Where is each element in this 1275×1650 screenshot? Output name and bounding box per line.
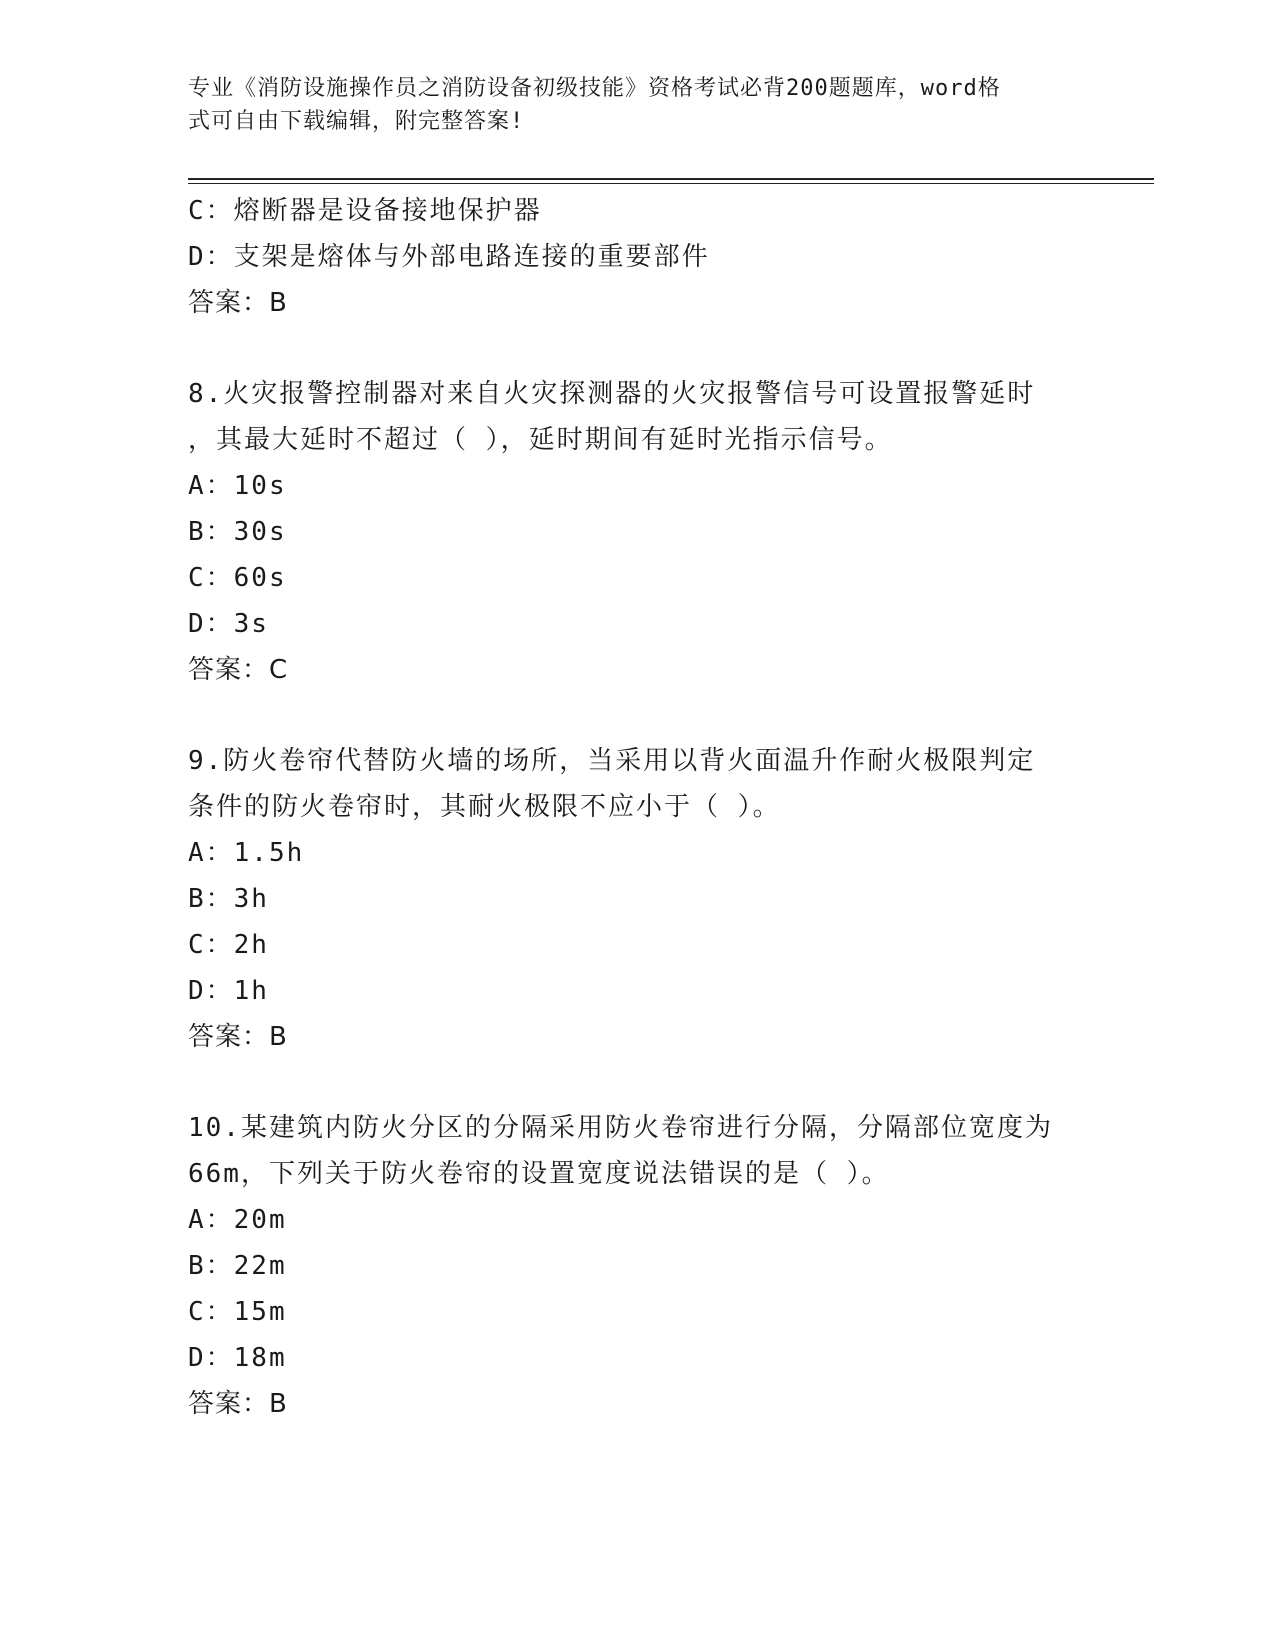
question-stem-line-1: 10.某建筑内防火分区的分隔采用防火卷帘进行分隔，分隔部位宽度为 [188,1113,1053,1143]
question-stem-line-2: 条件的防火卷帘时，其耐火极限不应小于（ ）。 [188,792,781,822]
answer-line: 答案：B [188,288,288,318]
answer-line: 答案：B [188,1389,288,1419]
answer-line: 答案：B [188,1022,288,1052]
question-gap [188,693,1088,738]
option-b: B：30s [188,517,287,547]
option-c: C：60s [188,563,287,593]
option-d: D：支架是熔体与外部电路连接的重要部件 [188,242,710,272]
question-gap [188,326,1088,371]
question-9 [188,738,1088,1060]
question-gap [188,1060,1088,1105]
question-stem-line-1: 8.火灾报警控制器对来自火灾探测器的火灾报警信号可设置报警延时 [188,379,1036,409]
option-d: D：18m [188,1343,287,1373]
question-stem-line-2: 66m，下列关于防火卷帘的设置宽度说法错误的是（ ）。 [188,1159,890,1189]
question-stem-line-1: 9.防火卷帘代替防火墙的场所，当采用以背火面温升作耐火极限判定 [188,746,1036,776]
previous-question-tail [188,188,1088,326]
option-b: B：3h [188,884,269,914]
question-stem-line-2: ，其最大延时不超过（ ），延时期间有延时光指示信号。 [188,425,893,455]
option-a: A：1.5h [188,838,305,868]
option-c: C：熔断器是设备接地保护器 [188,196,542,226]
header-divider [188,178,1154,184]
option-a: A：10s [188,471,287,501]
question-list [188,188,1088,1427]
question-8 [188,371,1088,693]
document-header [188,72,1068,138]
answer-line: 答案：C [188,655,289,685]
question-10 [188,1105,1088,1427]
option-c: C：2h [188,930,269,960]
option-d: D：1h [188,976,269,1006]
header-line-2: 式可自由下载编辑，附完整答案! [188,109,525,134]
option-a: A：20m [188,1205,287,1235]
header-line-1: 专业《消防设施操作员之消防设备初级技能》资格考试必背200题题库，word格 [188,76,1001,101]
option-c: C：15m [188,1297,287,1327]
option-d: D：3s [188,609,269,639]
option-b: B：22m [188,1251,287,1281]
